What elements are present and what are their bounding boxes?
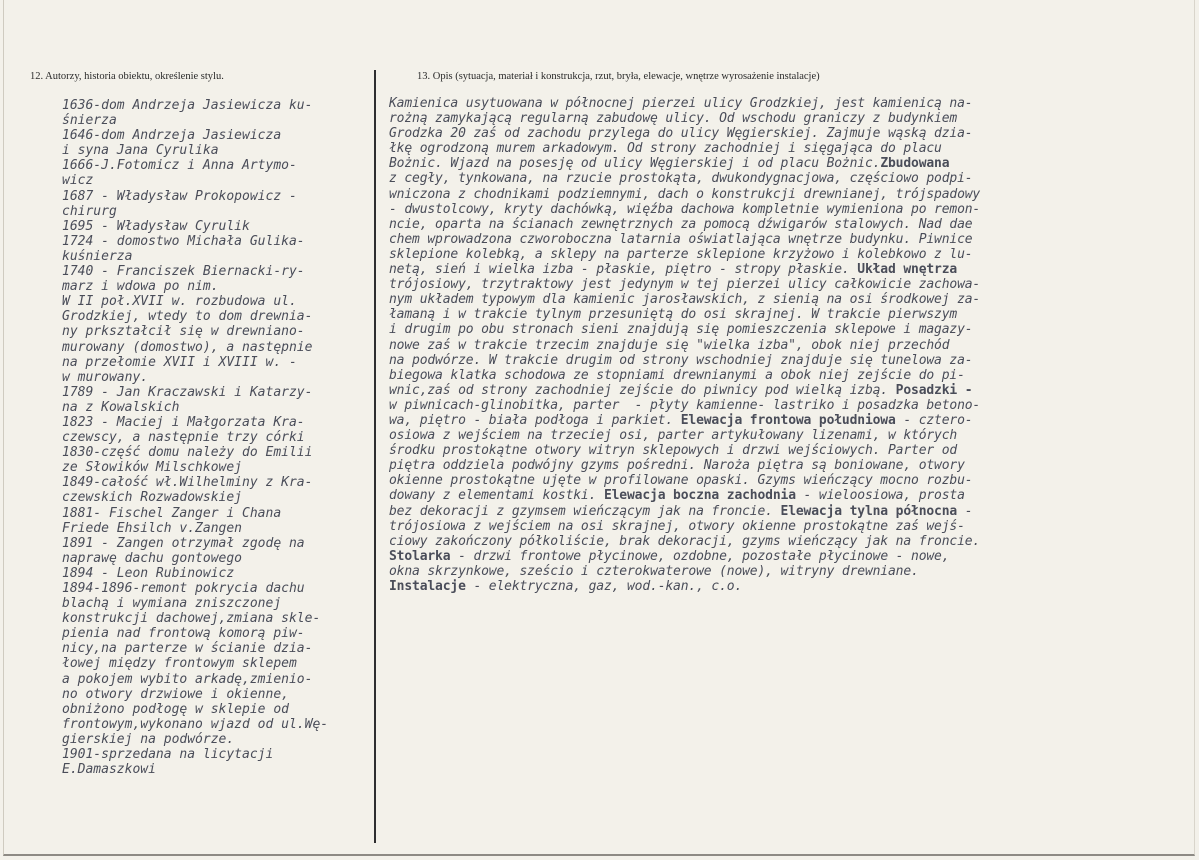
history-line: kuśnierza [62,248,133,264]
history-line: 1724 - domostwo Michała Gulika- [62,233,305,249]
description-text: wniczona z chodnikami podziemnymi, dach o konstrukcji drewnianej, trójspadowy [389,186,981,202]
description-line [389,398,980,413]
section-heading: Układ wnętrza [857,262,958,278]
description-text: rożną zamykającą regularną zabudowę ulicy. Od wschodu graniczy z budynkiem [389,111,958,127]
description-line [389,383,980,398]
description-line [389,579,980,594]
description-line [389,111,980,126]
description-text: środku prostokątne otwory witryn sklepowych i drzwi wejściowych. Parter od [389,443,958,459]
history-line: W II poł.XVII w. rozbudowa ul. [62,294,297,310]
history-line: 1894 - Leon Rubinowicz [62,565,235,581]
description-text: - [957,503,973,519]
history-line: murowany (domostwo), a następnie [62,339,313,355]
description-text: wa, piętro - biała podłoga i parkiet. [389,412,681,428]
description-line [389,126,980,141]
description-text: łamaną i w trakcie tylnym przesuniętą do osi skrajnej. W trakcie pierwszym [389,307,958,323]
history-line: na z Kowalskich [62,399,180,415]
section-heading: Zbudowana [880,156,950,172]
description-text: wnic,zaś od strony zachodniej zejście do piwnicy pod wielką izbą. [389,382,896,398]
description-line [389,413,980,428]
description-line [389,247,980,262]
history-line: 1636-dom Andrzeja Jasiewicza ku- [62,98,313,113]
description-text: - elektryczna, gaz, wod.-kan., c.o. [465,579,743,594]
history-line: 1823 - Maciej i Małgorzata Kra- [62,414,305,430]
description-line [389,307,980,322]
description-line [389,262,980,277]
history-line: konstrukcji dachowej,zmiana skle- [62,611,321,627]
history-line: 1789 - Jan Kraczawski i Katarzy- [62,384,313,400]
section-12-header: 12. Autorzy, historia obiektu, określenie stylu. [30,71,224,82]
description-line [389,277,980,292]
description-text: - cztero- [895,412,973,428]
description-text: sklepione kolebką, a sklepy na parterze sklepione krzyżowo i kolebkowo z lu- [389,246,973,262]
history-line: Friede Ehsilch v.Zangen [62,520,243,536]
history-line: nicy,na parterze w ścianie dzia- [62,641,313,657]
description-line [389,534,980,549]
history-line: Grodzkiej, wtedy to dom drewnia- [62,309,313,325]
description-text: Kamienica usytuowana w północnej pierzei ulicy Grodzkiej, jest kamienicą na- [389,96,973,111]
description-line [389,232,980,247]
description-text: piętra oddziela podwójny gzyms pośredni. Naroża piętra są boniowane, otwory [389,458,965,474]
history-line: no otwory drzwiowe i okienne, [62,686,289,702]
history-line: ze Słowików Milschkowej [62,460,243,476]
description-line [389,549,980,564]
description-text: na podwórze. W trakcie drugim od strony wschodniej znajduje się tunelowa za- [389,352,973,368]
history-line: 1695 - Władysław Cyrulik [62,218,250,234]
section-heading: Instalacje [389,579,466,594]
description-line [389,443,980,458]
description-text: trójosiowa z wejściem na osi skrajnej, otwory okienne prostokątne zaś wejś- [389,518,965,534]
history-line: 1687 - Władysław Prokopowicz - [62,188,297,204]
history-line: wicz [62,173,94,189]
history-line: czewscy, a następnie trzy córki [62,430,305,446]
description-text: w piwnicach-glinobitka, parter - płyty kamienne- lastriko i posadzka betono- [389,397,981,413]
description-line [389,368,980,383]
description-text: netą, sień i wielka izba - płaskie, piętro - stropy płaskie. [389,262,858,278]
column-divider [374,70,376,843]
description-line [389,322,980,337]
description-text: ciowy zakończony półkoliście, brak dekoracji, gzyms wieńczący jak na froncie. [389,533,981,549]
history-line: 1891 - Zangen otrzymał zgodę na [62,535,305,551]
history-line: chirurg [62,203,117,219]
history-line: i syna Jana Cyrulika [62,143,219,159]
section-heading: Elewacja boczna zachodnia [603,488,796,504]
description-line [389,428,980,443]
description-line [389,96,980,111]
description-text: okna skrzynkowe, sześcio i czterokwaterowe (nowe), witryny drewniane. [389,563,919,579]
description-text: - wieloosiowa, prosta [795,488,965,504]
description-text: - drzwi frontowe płycinowe, ozdobne, pozostałe płycinowe - nowe, [450,548,950,564]
description-text: biegowa klatka schodowa ze stopniami drewnianymi a obok niej zejście do pi- [389,367,965,383]
description-text: - dwustolcowy, kryty dachówką, więźba dachowa kompletnie wymieniona po remon- [389,201,981,217]
description-text: nowe zaś w trakcie trzecim znajduje się "wielka izba", obok niej przechód [389,337,950,353]
description-line [389,353,980,368]
section-13-header: 13. Opis (sytuacja, materiał i konstrukcja, rzut, bryła, elewacje, wnętrze wyrosażenie instalacje) [417,71,820,82]
description-line [389,292,980,307]
history-line: 1830-część domu należy do Emilii [62,445,313,461]
history-line: 1894-1896-remont pokrycia dachu [62,581,305,596]
description-text: ncie, oparta na ścianach zewnętrznych za pomocą dźwigarów stalowych. Nad dae [389,216,973,232]
history-line: w murowany. [62,369,149,385]
description-text: okienne prostokątne ujęte w profilowane opaski. Gzyms wieńczący mocno rozbu- [389,473,973,489]
history-line: frontowym,wykonano wjazd od ul.Wę- [62,716,329,732]
history-line: a pokojem wybito arkadę,zmienio- [62,671,313,687]
history-line: 1849-całość wł.Wilhelminy z Kra- [62,475,313,491]
history-line: na przełomie XVII i XVIII w. - [62,354,297,370]
description-line [389,473,980,488]
description-line [389,187,980,202]
description-text: Bożnic. Wjazd na posesję od ulicy Węgierskiej i od placu Bożnic. [389,156,881,172]
description-text: nym układem typowym dla kamienic jarosławskich, z sienią na osi środkowej za- [389,292,981,308]
description-line [389,217,980,232]
description-text: trójosiowy, trzytraktowy jest jedynym w tej pierzei ulicy całkowicie zachowa- [389,277,981,293]
description-text: łkę ogrodzoną murem arkadowym. Od strony zachodniej i sięgająca do placu [389,141,942,157]
history-column [62,98,328,777]
history-line: E.Damaszkowi [62,762,156,778]
description-line [389,564,980,579]
description-text: i drugim po obu stronach sieni znajdują się pomieszczenia sklepowe i magazy- [389,322,973,338]
history-line: czewskich Rozwadowskiej [62,490,243,506]
description-line [389,488,980,503]
history-line: 1666-J.Fotomicz i Anna Artymo- [62,158,297,174]
history-line: pienia nad frontową komorą piw- [62,626,305,642]
history-line: 1740 - Franciszek Biernacki-ry- [62,264,305,280]
section-heading: Elewacja tylna północna [780,503,958,519]
description-text: bez dekoracji z gzymsem wieńczącym jak na froncie. [389,503,781,519]
history-line: naprawę dachu gontowego [62,550,243,566]
description-text: osiowa z wejściem na trzeciej osi, parter artykułowany lizenami, w których [389,428,958,444]
description-text: z cegły, tynkowana, na rzucie prostokąta, dwukondygnacjowa, częściowo podpi- [389,171,973,187]
history-line: blachą i wymiana zniszczonej [62,596,282,612]
history-line: śnierza [62,113,117,129]
description-column [389,96,980,594]
section-heading: Stolarka [389,548,451,564]
history-line: łowej między frontowym sklepem [62,656,297,672]
history-line: 1646-dom Andrzeja Jasiewicza [62,128,282,144]
history-line: gierskiej na podwórze. [62,731,235,747]
description-line [389,141,980,156]
description-text: dowany z elementami kostki. [389,488,604,504]
history-line: obniżono podłogę w sklepie od [62,701,289,717]
description-text: Grodzka 20 zaś od zachodu przylega do ulicy Węgierskiej. Zajmuje wąską dzia- [389,126,973,142]
description-line [389,202,980,217]
description-line [389,504,980,519]
history-line: 1901-sprzedana na licytacji [62,747,274,763]
history-line: 1881- Fischel Zanger i Chana [62,505,282,521]
description-line [389,458,980,473]
description-line [389,156,980,171]
description-line [389,171,980,186]
description-line [389,519,980,534]
history-line: marz i wdowa po nim. [62,279,219,295]
section-heading: Elewacja frontowa południowa [680,412,896,428]
history-line: ny prkształcił się w drewniano- [62,324,305,340]
description-text: chem wprowadzona czworoboczna latarnia oświatlająca wnętrze budynku. Piwnice [389,231,973,247]
description-line [389,338,980,353]
section-heading: Posadzki - [895,382,973,398]
